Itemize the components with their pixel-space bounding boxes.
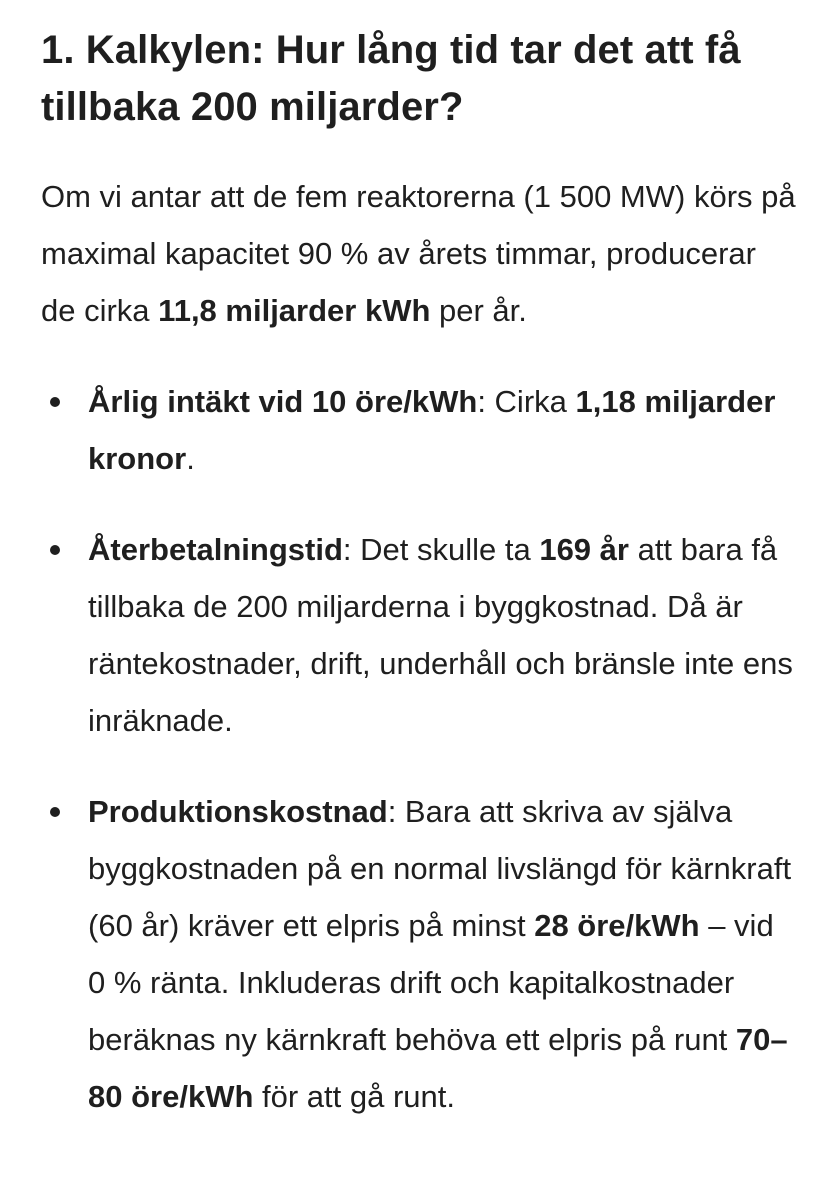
bullet-item-payback-time xyxy=(41,521,799,749)
bullet-text-end: att bara få tillbaka de 200 miljarderna i byggkostnad. Då är räntekostnader, drift, underhåll och bränsle inte ens inräknade. xyxy=(88,532,793,738)
bullet-text-middle: – vid 0 % ränta. Inkluderas drift och kapitalkostnader beräknas ny kärnkraft behöva ett elpris på runt xyxy=(88,908,774,1057)
bullet-item-production-cost xyxy=(41,783,799,1125)
intro-paragraph xyxy=(41,168,799,339)
bullet-text-end: för att gå runt. xyxy=(253,1079,455,1114)
bullet-label: Årlig intäkt vid 10 öre/kWh xyxy=(88,384,478,419)
bullet-item-annual-revenue xyxy=(41,373,799,487)
bullet-bold-value: 1,18 miljarder kronor xyxy=(88,384,776,476)
intro-text: Om vi antar att de fem reaktorerna (1 500 MW) körs på maximal kapacitet 90 % av årets timmar, producerar de cirka xyxy=(41,179,796,328)
intro-bold-value: 11,8 miljarder kWh xyxy=(158,293,431,328)
bullet-text-end: . xyxy=(186,441,195,476)
bullet-bold-value: 28 öre/kWh xyxy=(534,908,700,943)
bullet-dot-icon xyxy=(50,807,60,817)
section-heading: 1. Kalkylen: Hur lång tid tar det att få tillbaka 200 miljarder? xyxy=(41,28,741,129)
bullet-text: : Det skulle ta xyxy=(342,532,540,567)
bullet-label: Återbetalningstid xyxy=(88,532,343,567)
bullet-text: : Bara att skriva av själva byggkostnaden på en normal livslängd för kärnkraft (60 år) kräver ett elpris på minst xyxy=(88,794,792,943)
bullet-label: Produktionskostnad xyxy=(88,794,388,829)
bullet-bold-value: 169 år xyxy=(539,532,629,567)
bullet-list xyxy=(41,373,799,1125)
bullet-dot-icon xyxy=(50,397,60,407)
bullet-bold-value-2: 70–80 öre/kWh xyxy=(88,1022,788,1114)
bullet-text: : Cirka xyxy=(477,384,576,419)
bullet-dot-icon xyxy=(50,545,60,555)
intro-text-end: per år. xyxy=(430,293,527,328)
